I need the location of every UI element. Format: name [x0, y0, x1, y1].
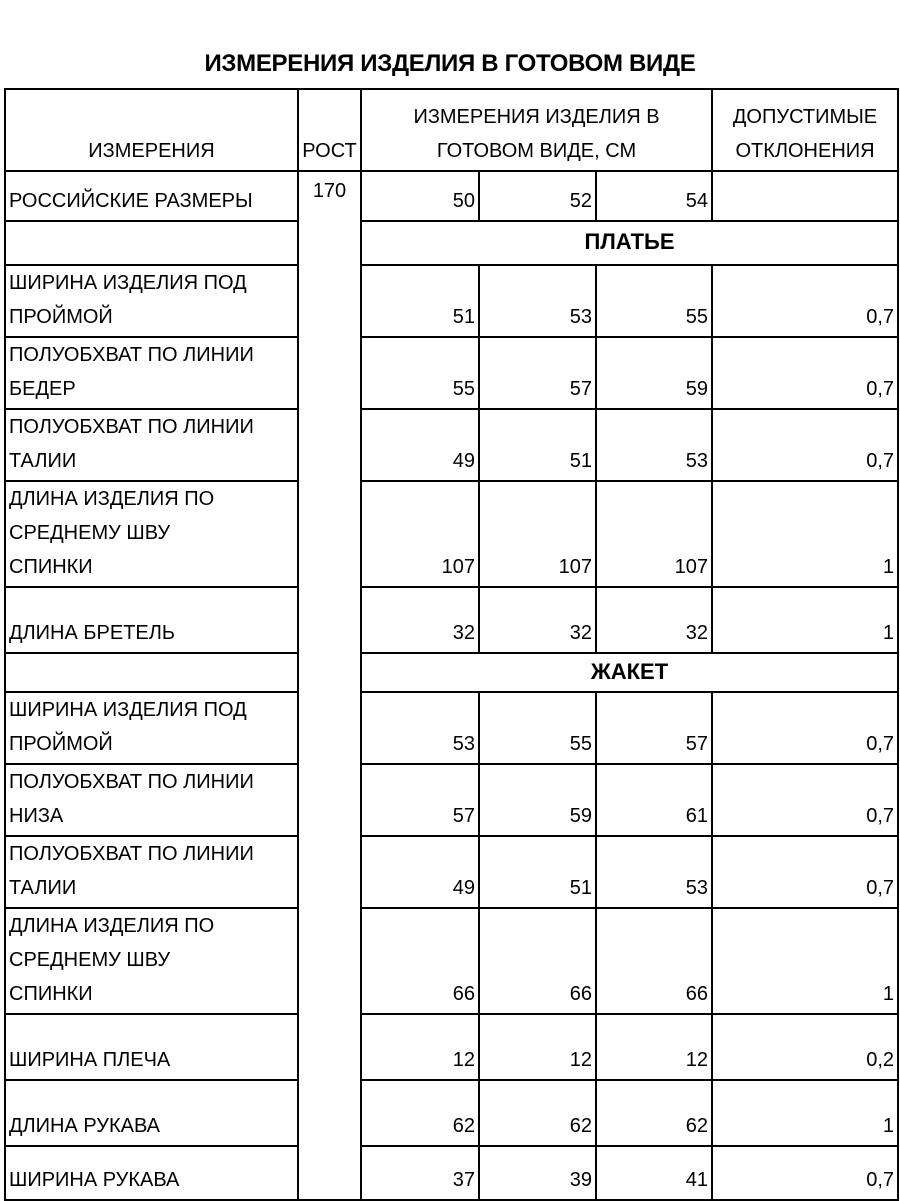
measurement-value: 62: [479, 1080, 596, 1146]
measurement-value: 53: [479, 265, 596, 337]
measurement-value: 51: [361, 265, 479, 337]
measurement-value: 37: [361, 1146, 479, 1200]
measurement-label: ПОЛУОБХВАТ ПО ЛИНИИ НИЗА: [5, 764, 298, 836]
size-cell: 54: [596, 171, 712, 221]
measurement-value: 53: [596, 836, 712, 908]
tolerance-value: 0,7: [712, 836, 898, 908]
measurement-value: 66: [479, 908, 596, 1014]
table-row: [5, 692, 898, 764]
section-empty: [5, 653, 298, 692]
measurement-value: 51: [479, 836, 596, 908]
measurement-value: 55: [361, 337, 479, 409]
measurement-value: 107: [596, 481, 712, 587]
tolerance-value: 0,2: [712, 1014, 898, 1080]
measurement-label: ДЛИНА РУКАВА: [5, 1080, 298, 1146]
measurement-value: 66: [596, 908, 712, 1014]
tolerance-value: 0,7: [712, 265, 898, 337]
measurement-value: 12: [479, 1014, 596, 1080]
table-row: [5, 764, 898, 836]
table-row: [5, 481, 898, 587]
measurement-value: 41: [596, 1146, 712, 1200]
measurement-value: 32: [479, 587, 596, 653]
measurement-label: ПОЛУОБХВАТ ПО ЛИНИИ БЕДЕР: [5, 337, 298, 409]
measurement-value: 57: [361, 764, 479, 836]
tolerance-value: 0,7: [712, 1146, 898, 1200]
measurement-value: 59: [596, 337, 712, 409]
sizes-row: [5, 171, 898, 221]
table-row: [5, 409, 898, 481]
measurement-label: ШИРИНА ПЛЕЧА: [5, 1014, 298, 1080]
table-row: [5, 1080, 898, 1146]
measurement-value: 55: [596, 265, 712, 337]
section-title: ЖАКЕТ: [361, 653, 898, 692]
measurement-label: ШИРИНА ИЗДЕЛИЯ ПОД ПРОЙМОЙ: [5, 692, 298, 764]
section-row: [5, 653, 898, 692]
table-row: [5, 908, 898, 1014]
measurement-value: 32: [596, 587, 712, 653]
measurement-value: 12: [596, 1014, 712, 1080]
header-tolerance: ДОПУСТИМЫЕ ОТКЛОНЕНИЯ: [712, 89, 898, 171]
measurement-value: 55: [479, 692, 596, 764]
table-row: [5, 1014, 898, 1080]
measurement-value: 32: [361, 587, 479, 653]
section-empty: [5, 221, 298, 265]
measurement-value: 57: [596, 692, 712, 764]
measurement-value: 62: [596, 1080, 712, 1146]
header-finished: ИЗМЕРЕНИЯ ИЗДЕЛИЯ В ГОТОВОМ ВИДЕ, СМ: [361, 89, 712, 171]
tolerance-value: 0,7: [712, 764, 898, 836]
measurement-value: 49: [361, 409, 479, 481]
size-tolerance-empty: [712, 171, 898, 221]
tolerance-value: 0,7: [712, 337, 898, 409]
tolerance-value: 1: [712, 1080, 898, 1146]
size-cell: 50: [361, 171, 479, 221]
measurement-label: ДЛИНА ИЗДЕЛИЯ ПО СРЕДНЕМУ ШВУ СПИНКИ: [5, 481, 298, 587]
measurement-value: 53: [361, 692, 479, 764]
table-row: [5, 587, 898, 653]
measurement-value: 107: [479, 481, 596, 587]
table-row: [5, 836, 898, 908]
tolerance-value: 1: [712, 481, 898, 587]
section-title: ПЛАТЬЕ: [361, 221, 898, 265]
measurement-label: ДЛИНА БРЕТЕЛЬ: [5, 587, 298, 653]
table-row: [5, 337, 898, 409]
header-row: [5, 89, 898, 171]
tolerance-value: 0,7: [712, 692, 898, 764]
measurement-value: 49: [361, 836, 479, 908]
measurement-value: 61: [596, 764, 712, 836]
tolerance-value: 1: [712, 587, 898, 653]
measurement-value: 57: [479, 337, 596, 409]
measurement-value: 12: [361, 1014, 479, 1080]
page-title: ИЗМЕРЕНИЯ ИЗДЕЛИЯ В ГОТОВОМ ВИДЕ: [204, 50, 696, 77]
measurement-value: 66: [361, 908, 479, 1014]
measurement-value: 107: [361, 481, 479, 587]
sizes-label: РОССИЙСКИЕ РАЗМЕРЫ: [5, 171, 298, 221]
measurement-value: 53: [596, 409, 712, 481]
measurement-label: ПОЛУОБХВАТ ПО ЛИНИИ ТАЛИИ: [5, 409, 298, 481]
measurement-value: 51: [479, 409, 596, 481]
measurement-label: ПОЛУОБХВАТ ПО ЛИНИИ ТАЛИИ: [5, 836, 298, 908]
measurement-label: ШИРИНА ИЗДЕЛИЯ ПОД ПРОЙМОЙ: [5, 265, 298, 337]
header-height: РОСТ: [298, 89, 361, 171]
measurements-table: [4, 88, 899, 1201]
table-row: [5, 265, 898, 337]
measurement-value: 62: [361, 1080, 479, 1146]
header-measurements: ИЗМЕРЕНИЯ: [5, 89, 298, 171]
measurement-value: 39: [479, 1146, 596, 1200]
tolerance-value: 0,7: [712, 409, 898, 481]
section-row: [5, 221, 898, 265]
measurement-value: 59: [479, 764, 596, 836]
measurement-label: ДЛИНА ИЗДЕЛИЯ ПО СРЕДНЕМУ ШВУ СПИНКИ: [5, 908, 298, 1014]
height-value: 170: [298, 171, 361, 1200]
tolerance-value: 1: [712, 908, 898, 1014]
size-cell: 52: [479, 171, 596, 221]
table-row: [5, 1146, 898, 1200]
measurement-label: ШИРИНА РУКАВА: [5, 1146, 298, 1200]
